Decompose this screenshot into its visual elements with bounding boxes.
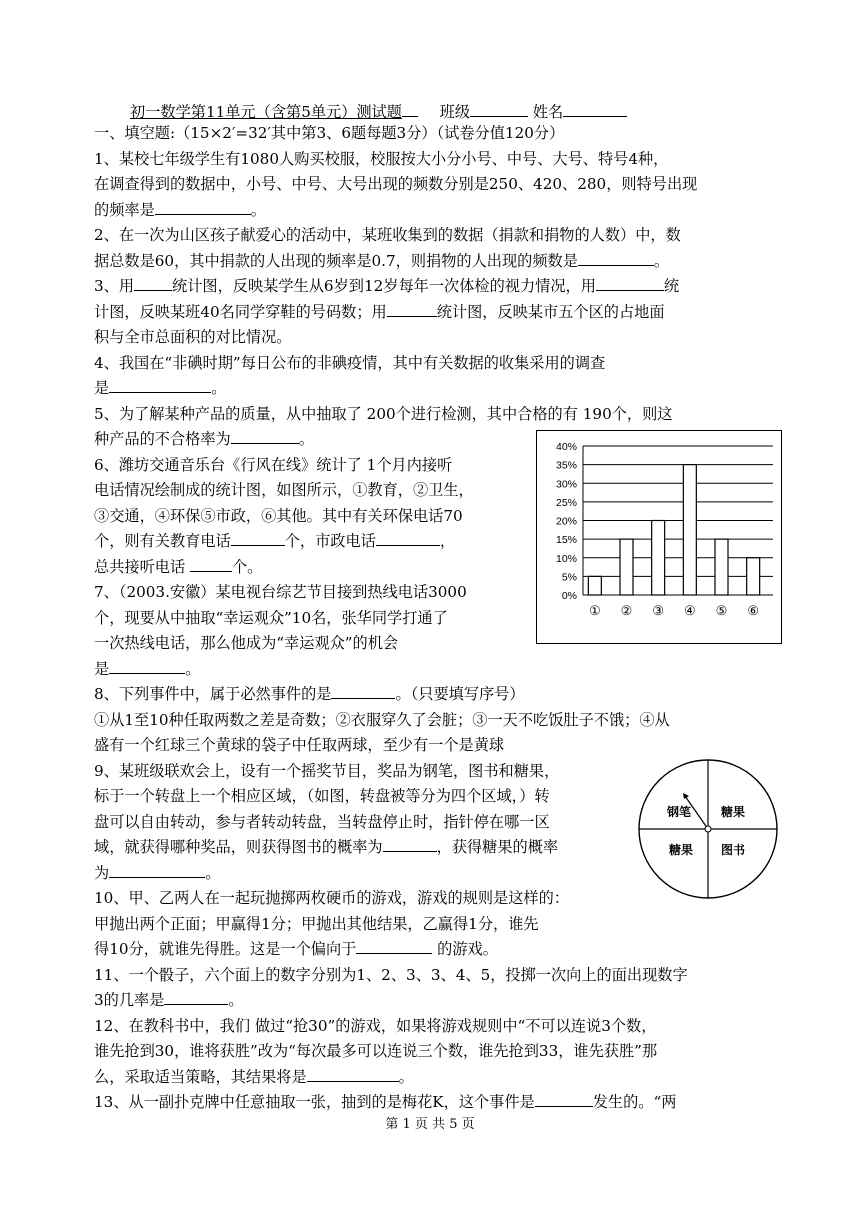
bar-chart [537, 431, 781, 643]
exam-title: 初一数学第11单元（含第5单元）测试题 [130, 103, 402, 121]
q3-line1: 3、用 统计图，反映某学生从6岁到12岁每年一次体检的视力情况，用 统 [94, 277, 680, 295]
q7-line4: 是 。 [94, 660, 201, 678]
q8-line1: 8、下列事件中，属于必然事件的是 。（只要填写序号） [94, 685, 525, 703]
q1-line2: 在调查得到的数据中，小号、中号、大号出现的频数分别是250、420、280，则特号出现 [94, 175, 698, 193]
spinner-hub [705, 826, 711, 832]
name-label: 姓名 [532, 103, 564, 121]
q1-line3: 的频率是 。 [94, 201, 266, 219]
x-tick-label: ① [589, 604, 601, 619]
sector-book: 图书 [721, 843, 746, 857]
y-tick-label: 20% [555, 515, 577, 528]
q9-line3: 盘可以自由转动，参与者转动转盘，当转盘停止时，指针停在哪一区 [94, 813, 550, 831]
q12-line2: 谁先抢到30，谁将获胜”改为“每次最多可以连说三个数，谁先抢到33，谁先获胜”那 [94, 1042, 658, 1060]
q4-line1: 4、我国在“非碘时期”每日公布的非碘疫情，其中有关数据的收集采用的调查 [94, 354, 606, 372]
q6-blank-1[interactable] [231, 531, 285, 546]
name-blank[interactable] [563, 100, 627, 117]
q10-blank[interactable] [356, 939, 432, 954]
class-label: 班级 [439, 103, 471, 121]
y-tick-label: 35% [555, 459, 577, 472]
q5-blank[interactable] [231, 429, 299, 444]
q13-blank[interactable] [535, 1092, 593, 1107]
q12-line3: 么，采取适当策略，其结果将是 。 [94, 1068, 414, 1086]
q6-blank-3[interactable] [190, 557, 232, 572]
q12-blank[interactable] [307, 1067, 399, 1082]
sector-candy-1: 糖果 [721, 805, 746, 819]
q7-line3: 一次热线电话，那么他成为“幸运观众”的机会 [94, 634, 399, 652]
q12-line1: 12、在教科书中，我们 做过“抢30”的游戏，如果将游戏规则中“不可以连说3个数， [94, 1017, 657, 1035]
class-blank[interactable] [470, 100, 528, 117]
q8-line3: 盛有一个红球三个黄球的袋子中任取两球，至少有一个是黄球 [94, 736, 505, 754]
exam-title-line [130, 100, 627, 122]
bar [652, 521, 665, 596]
title-underline [402, 100, 418, 117]
y-tick-label: 15% [555, 534, 577, 547]
q3-line3: 积与全市总面积的对比情况。 [94, 328, 292, 346]
spinner-wheel [637, 758, 779, 900]
y-tick-label: 0% [561, 590, 577, 602]
sector-candy-2: 糖果 [669, 843, 694, 857]
spinner-figure [637, 758, 779, 904]
q7-blank[interactable] [109, 659, 185, 674]
section-heading: 一、填空题:（15×2′=32′其中第3、6题每题3分）（试卷分值120分） [94, 124, 565, 142]
bar [715, 539, 728, 595]
y-tick-label: 10% [555, 552, 577, 565]
q9-blank-2[interactable] [109, 863, 205, 878]
q13-line1: 13、从一副扑克牌中任意抽取一张，抽到的是梅花K，这个事件是 发生的。“两 [94, 1093, 677, 1111]
q9-blank-1[interactable] [383, 837, 437, 852]
q3-line2: 计图，反映某班40名同学穿鞋的号码数；用 统计图，反映某市五个区的占地面 [94, 303, 665, 321]
q4-blank[interactable] [109, 378, 211, 393]
q2-line2: 据总数是60，其中捐款的人出现的频率是0.7，则捐物的人出现的频数是 。 [94, 252, 670, 270]
q10-line1: 10、甲、乙两人在一起玩抛掷两枚硬币的游戏，游戏的规则是这样的： [94, 889, 569, 907]
q2-blank[interactable] [578, 251, 654, 266]
x-tick-label: ④ [684, 604, 696, 619]
q2-line1: 2、在一次为山区孩子献爱心的活动中，某班收集到的数据（捐款和捐物的人数）中，数 [94, 226, 681, 244]
q9-line5: 为 。 [94, 864, 221, 882]
q1-blank[interactable] [155, 200, 251, 215]
q4-line2: 是 。 [94, 379, 227, 397]
bar [588, 576, 601, 595]
q10-line2: 甲抛出两个正面；甲赢得1分；甲抛出其他结果，乙赢得1分，谁先 [94, 915, 539, 933]
q3-blank-1[interactable] [134, 276, 172, 291]
q11-line2: 3的几率是 。 [94, 991, 244, 1009]
y-tick-label: 40% [555, 441, 577, 453]
x-tick-label: ⑤ [715, 604, 728, 619]
q3-blank-3[interactable] [387, 302, 437, 317]
q9-line2: 标于一个转盘上一个相应区域，（如图，转盘被等分为四个区域，）转 [94, 787, 550, 805]
bar [747, 558, 760, 595]
q11-blank[interactable] [164, 990, 228, 1005]
q6-line3: ③交通，④环保⑤市政，⑥其他。其中有关环保电话70 [94, 507, 463, 525]
q6-line2: 电话情况绘制成的统计图，如图所示，①教育，②卫生， [94, 481, 474, 499]
q11-line1: 11、一个骰子，六个面上的数字分别为1、2、3、3、4、5，投掷一次向上的面出现数字 [94, 966, 688, 984]
x-tick-label: ② [620, 604, 633, 619]
q7-line1: 7、（2003.安徽）某电视台综艺节目接到热线电话3000 [94, 583, 467, 601]
q6-line5: 总共接听电话 个。 [94, 558, 263, 576]
q3-blank-2[interactable] [596, 276, 664, 291]
q6-line1: 6、潍坊交通音乐台《行风在线》统计了 1个月内接听 [94, 456, 453, 474]
x-tick-label: ⑥ [747, 604, 759, 619]
y-tick-label: 5% [561, 571, 577, 584]
q6-line4: 个，则有关教育电话 个，市政电话 ， [94, 532, 455, 550]
q10-line3: 得10分，就谁先得胜。这是一个偏向于 的游戏。 [94, 940, 498, 958]
q7-line2: 个，现要从中抽取“幸运观众”10名，张华同学打通了 [94, 609, 448, 627]
q8-blank[interactable] [331, 684, 395, 699]
y-tick-label: 30% [555, 478, 577, 491]
q5-line1: 5、为了解某种产品的质量，从中抽取了 200个进行检测，其中合格的有 190个，则这 [94, 405, 673, 423]
q8-line2: ①从1至10种任取两数之差是奇数；②衣服穿久了会脏；③一天不吃饭肚子不饿；④从 [94, 711, 670, 729]
q9-line1: 9、某班级联欢会上，设有一个摇奖节目，奖品为钢笔，图书和糖果， [94, 762, 560, 780]
q9-line4: 域，就获得哪种奖品，则获得图书的概率为 ，获得糖果的概率 [94, 838, 559, 856]
page-footer: 第 1 页 共 5 页 [385, 1117, 475, 1132]
y-tick-label: 25% [555, 496, 577, 509]
q5-line2: 种产品的不合格率为 。 [94, 430, 314, 448]
q1-line1: 1、某校七年级学生有1080人购买校服，校服按大小分小号、中号、大号、特号4种， [94, 150, 669, 168]
bar [683, 465, 696, 595]
x-tick-label: ③ [652, 604, 664, 619]
bar-chart-frame [536, 430, 782, 644]
bar [620, 539, 633, 595]
sector-pen: 钢笔 [667, 805, 692, 819]
q6-blank-2[interactable] [376, 531, 440, 546]
